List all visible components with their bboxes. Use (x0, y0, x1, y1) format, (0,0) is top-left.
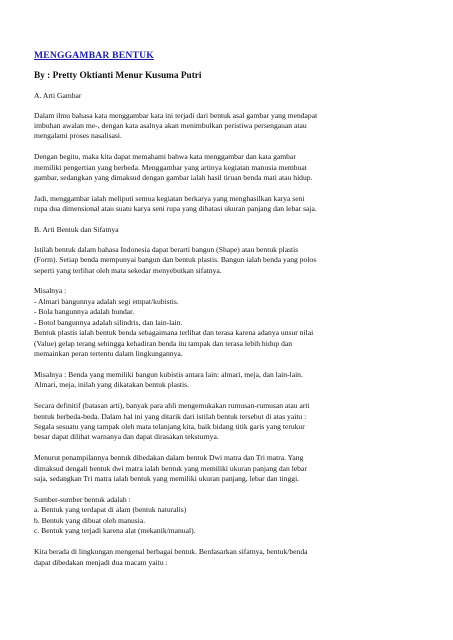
document-title[interactable]: MENGGAMBAR BENTUK (34, 50, 154, 61)
paragraph-10: Kita berada di lingkungan mengenal berbagai bentuk. Berdasarkan sifatnya, bentuk/benda dapat dibedakan menjadi dua macam yaitu : (34, 547, 308, 567)
section-heading-a: A. Arti Gambar (34, 91, 82, 100)
paragraph-2: Dengan begitu, maka kita dapat memahami bahwa kata menggambar dan kata gambar memiliki pengertian yang berbeda. Menggambar yang artinya kegiatan manusia membuat gambar, sedangkan yang dimaksud dengan gambar ialah hasil tiruan benda mati atau hidup. (34, 152, 313, 183)
paragraph-4: Istilah bentuk dalam bahasa Indonesia dapat berarti bangun (Shape) atau bentuk plastis (Form). Setiap benda mempunyai bangun dan bentuk plastis. Bangun ialah benda yang polos seperti yang terlihat oleh mata sekedar menyebutkan sifatnya. (34, 244, 317, 275)
paragraph-6: Misalnya : Benda yang memiliki bangun kubistis antara lain: almari, meja, dan lain-lain. Almari, meja, inilah yang dikatakan bentuk plastis. (34, 369, 303, 390)
paragraph-1: Dalam ilmu bahasa kata menggambar kata ini terjadi dari bentuk asal gambar yang mendapat imbuhan awalan me-, dengan kata asalnya akan menimbulkan peristiwa persengauan atau mengalami proses nasalisasi. (34, 110, 318, 141)
paragraph-9: Sumber-sumber bentuk adalah : a. Bentuk yang terdapat di alam (bentuk naturalis) b. Bentuk yang dibuat oleh manusia. c. Bentuk yang terjadi karena alat (mekanik/manual). (34, 494, 196, 536)
paragraph-7: Secara definitif (batasan arti), banyak para ahli mengemukakan rumusan-rumusan atau arti bentuk berbeda-beda. Dalam hal ini yang ditarik dari istilah bentuk tersebut di atas yaitu : Segala sesuatu yang tampak oleh mata telanjang kita, baik bidang titik garis yang terukur besar dapat dilihat warnanya dan dapat dirasakan teksturnya. (34, 401, 310, 442)
paragraph-5: Misalnya : - Almari bangunnya adalah segi empat/kubistis. - Bola bangunnya adalah bundar. - Botol bangunnya adalah silindris, dan lain-lain. Bentuk plastis ialah bentuk benda sebagaimana terlihat dan terasa karena adanya unsur nilai (Value) gelap terang sehingga kehadiran benda itu tampak dan terasa lebih hidup dan memainkan peran tertentu dalam lingkungannya. (34, 286, 314, 358)
paragraph-8: Menurut penampilannya bentuk dibedakan dalam bentuk Dwi matra dan Tri matra. Yang dimaksud dengali bentuk dwi matra ialah bentuk yang memiliki ukuran panjang dan lebar saja, sedangkan Tri matra ialah bentuk yang memiliki ukuran panjang, lebar dan tinggi. (34, 453, 307, 484)
document-page (34, 50, 424, 578)
paragraph-3: Jadi, menggambar ialah meliputi semua kegiatan berkarya yang menghasilkan karya seni rupa dua dimensional atau suatu karya seni rupa yang dibatasi ukuran panjang dan lebar saja. (34, 193, 317, 214)
section-heading-b: B. Arti Bentuk dan Sifatnya (34, 225, 119, 235)
author-line: By : Pretty Oktianti Menur Kusuma Putri (34, 71, 202, 81)
